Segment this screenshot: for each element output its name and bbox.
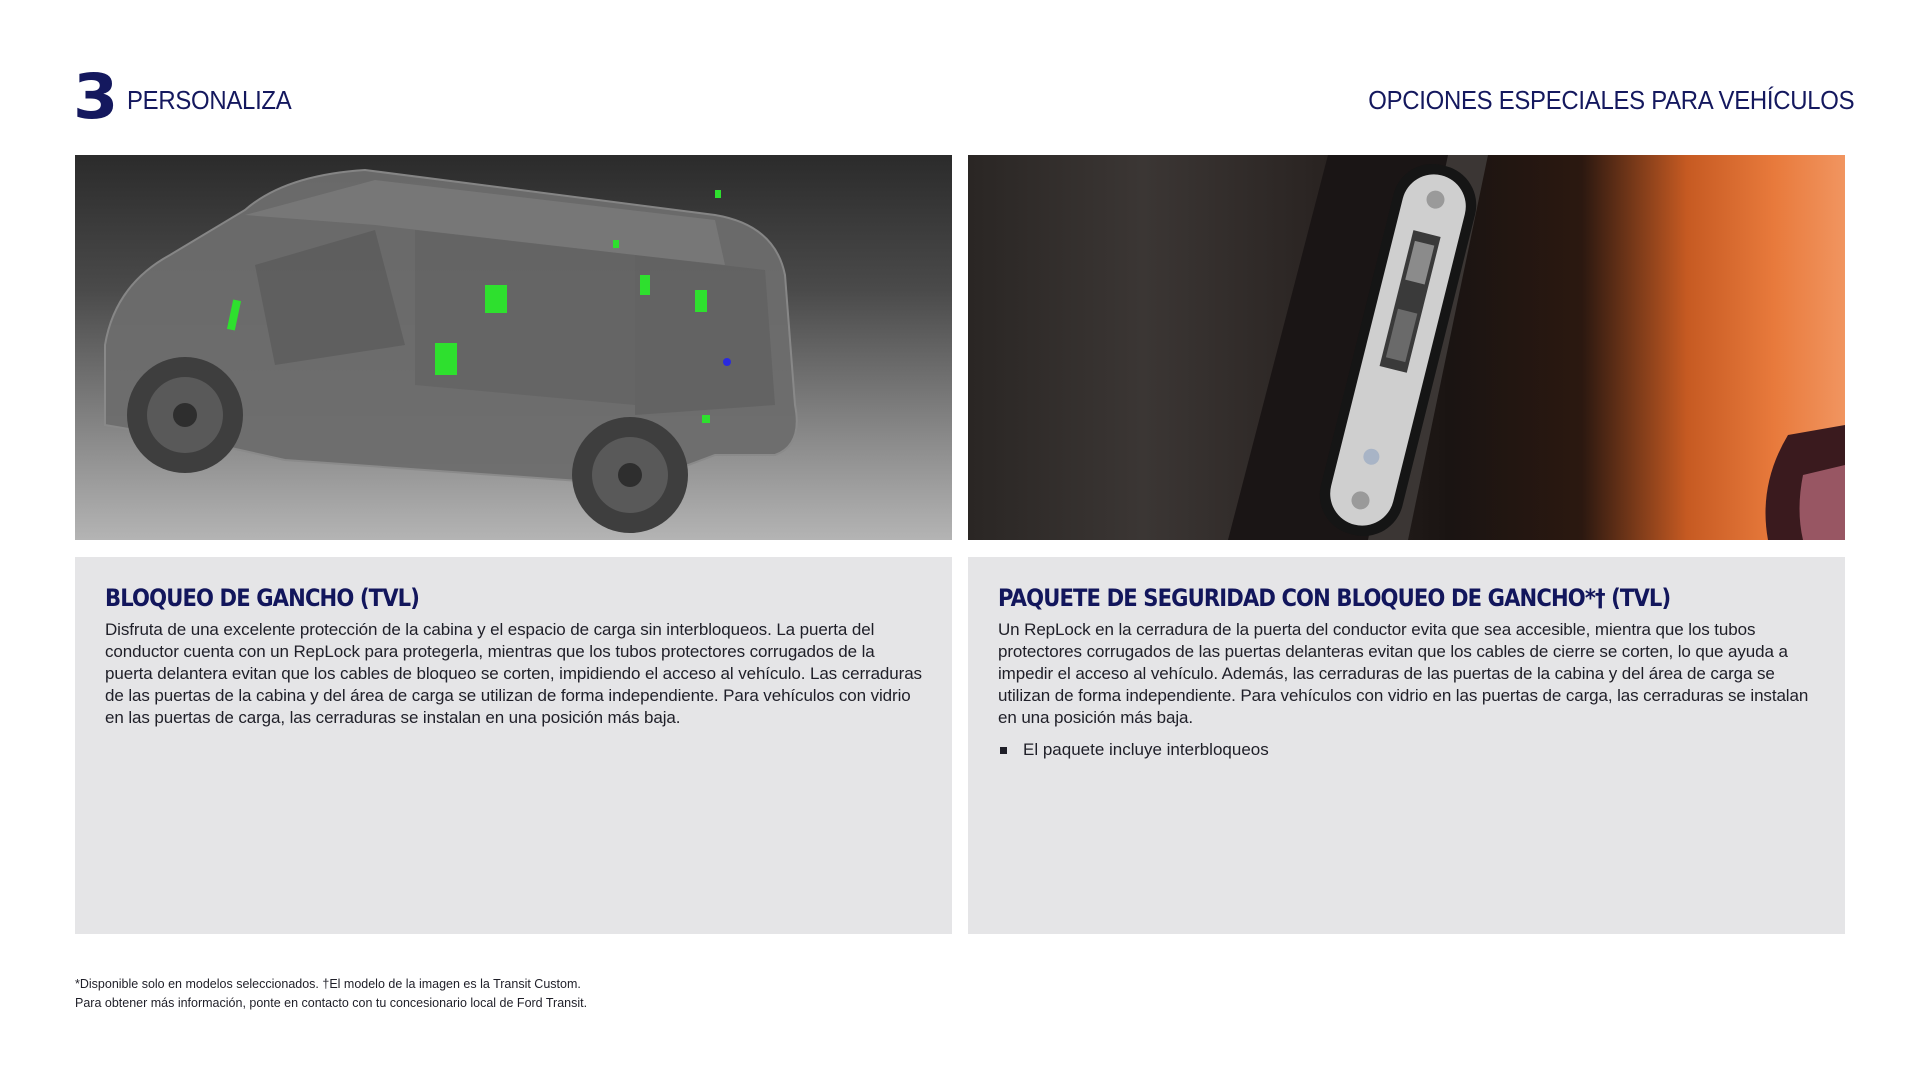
van-xray-image: [75, 155, 952, 540]
hook-lock-photo: [968, 155, 1845, 540]
panel-body: Un RepLock en la cerradura de la puerta del conductor evita que sea accesible, mientra que los tubos protectores corrugados de las puertas delanteras evitan que los cables de cierre se corten, lo que ayuda a impedir el acceso al vehículo. Además, las cerraduras de las puertas de la cabina y del área de carga se utilizan de forma independiente. Para vehículos con vidrio en las puertas de carga, las cerraduras se instalan en una posición más baja.: [998, 620, 1809, 727]
security-pack-panel: [968, 557, 1845, 934]
section-title: PERSONALIZA: [127, 85, 292, 115]
list-item-text: El paquete incluye interbloqueos: [1023, 740, 1269, 759]
section-number: 3: [72, 60, 117, 133]
footnotes: [75, 975, 587, 1013]
panel-heading: BLOQUEO DE GANCHO (TVL): [105, 584, 420, 612]
footnote-availability: *Disponible solo en modelos seleccionados. †El modelo de la imagen es la Transit Custom.: [75, 977, 581, 991]
feature-list: [998, 739, 1815, 761]
page-title: OPCIONES ESPECIALES PARA VEHÍCULOS: [1367, 85, 1854, 115]
bullet-square-icon: [1000, 747, 1007, 754]
panel-body: Disfruta de una excelente protección de la cabina y el espacio de carga sin interbloqueos. La puerta del conductor cuenta con un RepLock para protegerla, mientras que los tubos protectores corrugados de la puerta delantera evitan que los cables de bloqueo se corten, impidiendo el acceso al vehículo. Las cerraduras de las puertas de la cabina y del área de carga se utilizan de forma independiente. Para vehículos con vidrio en las puertas de carga, las cerraduras se instalan en una posición más baja.: [105, 620, 922, 727]
hook-lock-panel: [75, 557, 952, 934]
panel-heading: PAQUETE DE SEGURIDAD CON BLOQUEO DE GANCHO*† (TVL): [998, 584, 1671, 612]
footnote-contact: Para obtener más información, ponte en contacto con tu concesionario local de Ford Transit.: [75, 996, 588, 1010]
list-item: [998, 739, 1815, 761]
